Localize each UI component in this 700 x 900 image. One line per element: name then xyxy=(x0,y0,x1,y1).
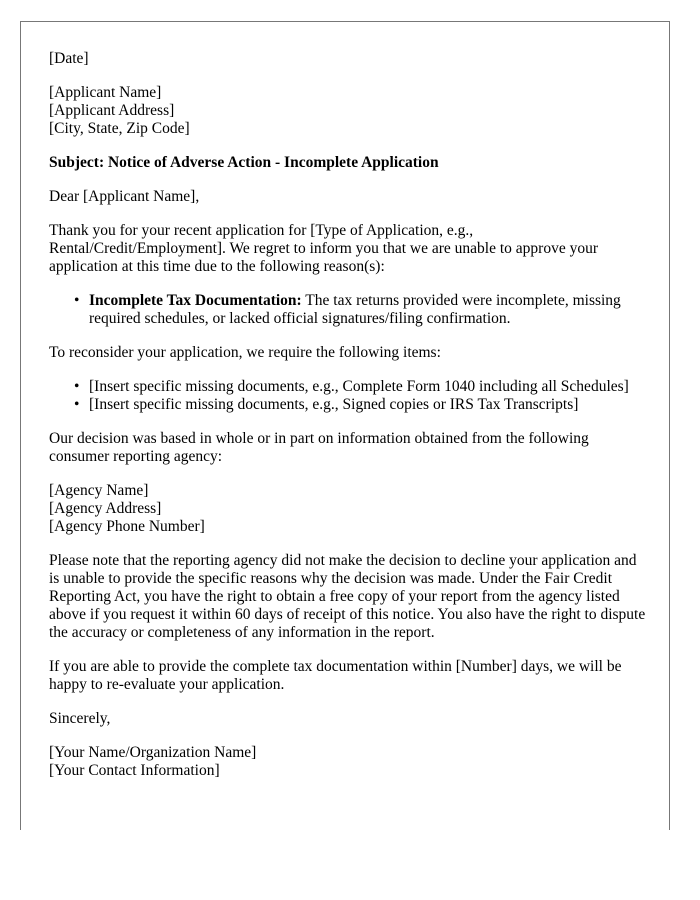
bullet-icon: • xyxy=(74,396,80,413)
sender-name: [Your Name/Organization Name] xyxy=(49,744,257,761)
sender-block xyxy=(49,744,649,780)
agency-address: [Agency Address] xyxy=(49,500,162,517)
rights-paragraph: Please note that the reporting agency did not make the decision to decline your application and is unable to provide the specific reasons why the decision was made. Under the Fair Credit Reporting Act, you have the right to obtain a free copy of your report from the agency listed above if you request it within 60 days of receipt of this notice. You also have the right to dispute the accuracy or completeness of any information in the report. xyxy=(49,552,646,641)
reason-text: The tax returns provided were incomplete, missing required schedules, or lacked official signatures/filing confirmation. xyxy=(89,292,621,327)
bullet-icon: • xyxy=(74,292,80,309)
sender-contact: [Your Contact Information] xyxy=(49,762,220,779)
agency-block xyxy=(49,482,649,536)
agency-intro: Our decision was based in whole or in part on information obtained from the following consumer reporting agency: xyxy=(49,430,589,465)
recipient-name: [Applicant Name] xyxy=(49,84,162,101)
required-item-text: [Insert specific missing documents, e.g., Signed copies or IRS Tax Transcripts] xyxy=(89,396,579,413)
required-intro: To reconsider your application, we require the following items: xyxy=(49,344,441,361)
recipient-block xyxy=(49,84,649,138)
reason-title: Incomplete Tax Documentation: xyxy=(89,292,302,309)
required-item xyxy=(74,378,649,396)
agency-phone: [Agency Phone Number] xyxy=(49,518,205,535)
letter-page xyxy=(20,21,670,830)
bullet-icon: • xyxy=(74,378,80,395)
salutation: Dear [Applicant Name], xyxy=(49,188,200,205)
recipient-address: [Applicant Address] xyxy=(49,102,175,119)
intro-paragraph: Thank you for your recent application for [Type of Application, e.g., Rental/Credit/Employment]. We regret to inform you that we are unable to approve your application at this time due to the following reason(s): xyxy=(49,222,598,275)
reevaluate-paragraph: If you are able to provide the complete tax documentation within [Number] days, we will be happy to re-evaluate your application. xyxy=(49,658,622,693)
agency-name: [Agency Name] xyxy=(49,482,149,499)
closing: Sincerely, xyxy=(49,710,111,727)
required-items-list xyxy=(49,378,649,414)
reason-item xyxy=(74,292,649,328)
date-line: [Date] xyxy=(49,50,89,67)
required-item-text: [Insert specific missing documents, e.g., Complete Form 1040 including all Schedules] xyxy=(89,378,629,395)
required-item xyxy=(74,396,649,414)
reasons-list xyxy=(49,292,649,328)
recipient-city: [City, State, Zip Code] xyxy=(49,120,190,137)
subject-line: Subject: Notice of Adverse Action - Incomplete Application xyxy=(49,154,439,171)
